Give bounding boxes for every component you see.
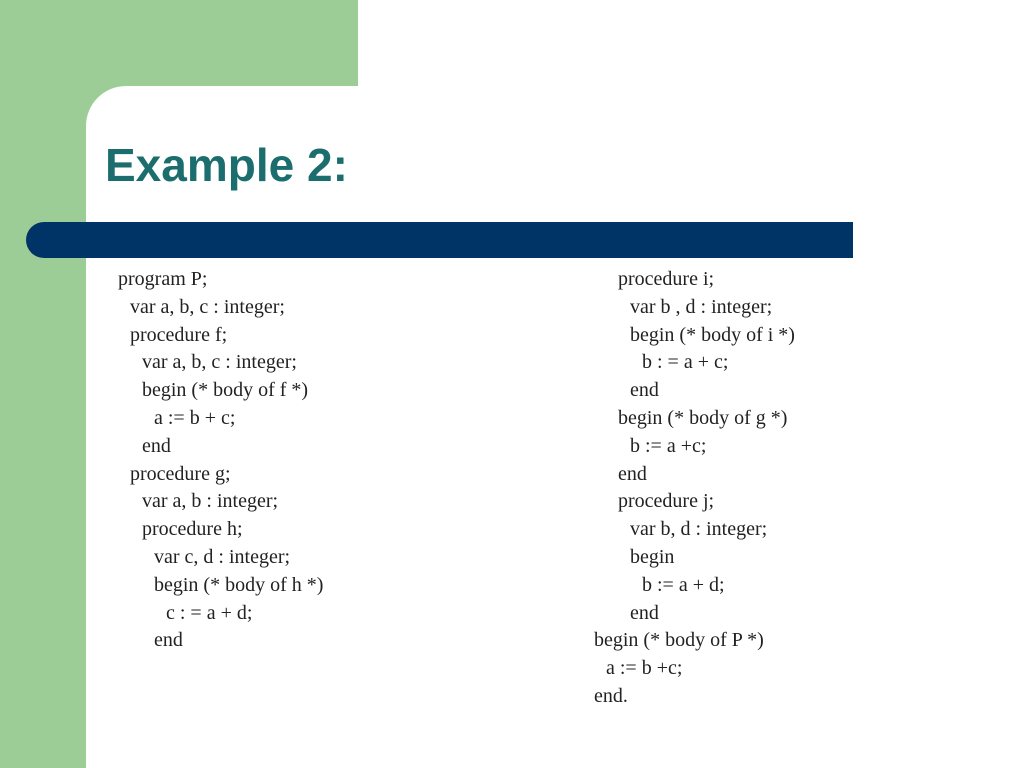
code-line: var b , d : integer; (630, 295, 773, 318)
code-line: end. (594, 684, 628, 707)
code-line: begin (630, 545, 675, 568)
code-line: end (154, 629, 183, 652)
code-line: procedure g; (130, 462, 231, 485)
code-line: b := a +c; (630, 434, 707, 457)
code-line: end (630, 601, 659, 624)
code-line: b : = a + c; (642, 351, 729, 374)
code-line: procedure i; (618, 268, 715, 290)
code-line: var a, b, c : integer; (142, 351, 297, 374)
slide-title: Example 2: (105, 139, 348, 191)
code-line: begin (* body of f *) (142, 379, 309, 402)
code-line: procedure f; (130, 323, 228, 346)
code-line: procedure h; (142, 518, 243, 541)
code-line: program P; (118, 268, 208, 290)
code-line: a := b +c; (606, 657, 683, 680)
code-line: c : = a + d; (166, 601, 253, 624)
code-line: var a, b, c : integer; (130, 295, 285, 318)
code-line: begin (* body of i *) (630, 323, 795, 346)
code-line: var b, d : integer; (630, 518, 768, 541)
code-line: procedure j; (618, 490, 715, 513)
code-line: var a, b : integer; (142, 490, 279, 513)
top-background (358, 0, 1024, 100)
code-line: begin (* body of P *) (594, 629, 764, 652)
code-listing-left (118, 266, 323, 655)
code-line: b := a + d; (642, 573, 725, 596)
code-line: end (630, 379, 659, 402)
title-underline-bar (26, 222, 853, 258)
code-line: end (618, 462, 647, 485)
code-listing-right (594, 266, 795, 711)
code-line: end (142, 434, 171, 457)
code-line: a := b + c; (154, 406, 236, 429)
code-line: begin (* body of h *) (154, 573, 324, 596)
code-line: begin (* body of g *) (618, 406, 788, 429)
code-line: var c, d : integer; (154, 545, 291, 568)
